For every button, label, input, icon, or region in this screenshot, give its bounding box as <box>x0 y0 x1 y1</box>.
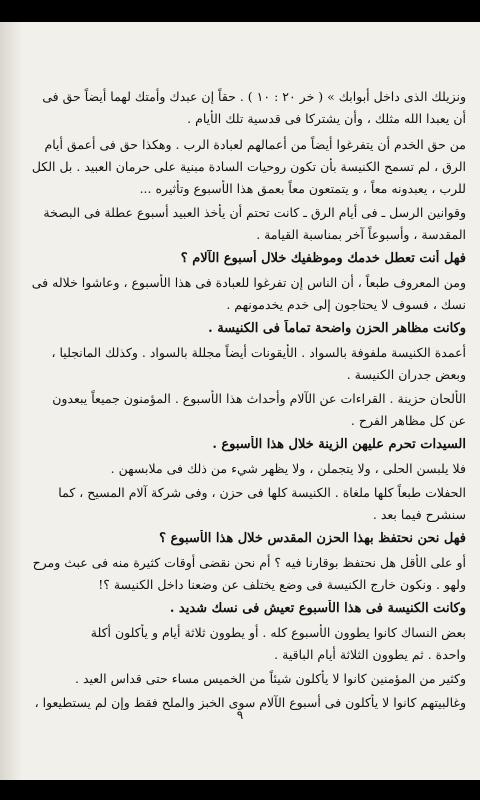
section-heading: فهل نحن نحتفظ بهذا الحزن المقدس خلال هذا الأسبوع ؟ <box>159 531 466 546</box>
section-heading: السيدات تحرم عليهن الزينة خلال هذا الأسبوع . <box>212 437 466 452</box>
text-line: عن كل مظاهر الفرح . <box>350 413 466 428</box>
text-line: أن يعبدا الله مثلك ، وأن يشتركا فى قدسية تلك الأيام . <box>187 111 466 126</box>
top-black-bar <box>0 0 480 22</box>
text-line: وقوانين الرسل ـ فى أيام الرق ـ كانت تحتم أن يأخذ العبيد أسبوع عطلة فى البصخة <box>43 205 466 220</box>
text-line: ونزيلك الذى داخل أبوابك » ( خر ٢٠ : ١٠ ) . حقاً إن عبدك وأمتك لهما أيضاً حق فى <box>42 89 466 104</box>
text-line: ومن المعروف طبعاً ، أن الناس إن تفرغوا للعبادة فى هذا الأسبوع ، وعاشوا خلاله فى <box>31 275 466 290</box>
text-line: أو على الأقل هل نحتفظ بوقارنا فيه ؟ أم نحن نقضى أوقات كثيرة منه فى عبث ومرح <box>32 555 466 570</box>
text-line: أعمدة الكنيسة ملفوفة بالسواد . الأيقونات أيضاً مجللة بالسواد . وكذلك المانجليا ، <box>51 345 466 360</box>
section-heading: وكانت مظاهر الحزن واضحة تماماً فى الكنيسة . <box>208 321 466 336</box>
text-line: وبعض جدران الكنيسة . <box>346 367 466 382</box>
text-line: الرق ، لم تسمح الكنيسة بأن تكون روحيات السادة مبنية على حرمان العبيد . بل الكل <box>31 159 466 174</box>
text-line: سنشرح فيما بعد . <box>372 507 466 522</box>
text-line: الألحان حزينة . القراءات عن الآلام وأحداث هذا الأسبوع . المؤمنون جميعاً يبعدون <box>52 391 466 406</box>
text-line: وكثير من المؤمنين كانوا لا يأكلون شيئاً من الخميس مساء حتى قداس العيد . <box>75 671 466 686</box>
text-line: واحدة . ثم يطوون الثلاثة أيام الباقية . <box>274 647 466 662</box>
scanned-book-page <box>0 22 480 780</box>
page-number: ٩ <box>236 708 244 722</box>
text-line: فلا يلبسن الحلى ، ولا يتجملن ، ولا يظهر شيء من ذلك فى ملابسهن . <box>110 461 466 476</box>
text-line: للرب ، يعبدونه معاً ، و يتمتعون معاً بعمق هذا الأسبوع وتأثيره ... <box>139 181 466 196</box>
text-line: من حق الخدم أن يتفرغوا أيضاً من أعمالهم لعبادة الرب . وهكذا حق فى أعمق أيام <box>44 137 466 152</box>
text-line: بعض النساك كانوا يطوون الأسبوع كله . أو يطوون ثلاثة أيام و يأكلون أكلة <box>90 625 466 640</box>
text-line: نسك ، فسوف لا يحتاجون إلى خدم يخدمونهم . <box>226 297 466 312</box>
text-line: المقدسة ، وأسبوعاً آخر بمناسبة القيامة . <box>256 227 466 242</box>
section-heading: وكانت الكنيسة فى هذا الأسبوع تعيش فى نسك شديد . <box>169 601 466 616</box>
bottom-black-bar <box>0 780 480 800</box>
text-line: ولهو . ونكون خارج الكنيسة فى وضع يختلف عن وضعنا داخل الكنيسة ؟! <box>98 577 466 592</box>
section-heading: فهل أنت تعطل خدمك وموظفيك خلال أسبوع الآلام ؟ <box>180 251 466 266</box>
text-line: الحفلات طبعاً كلها ملغاة . الكنيسة كلها فى حزن ، وفى شركة آلام المسيح ، كما <box>58 485 466 500</box>
text-line: وغالبيتهم كانوا لا يأكلون فى أسبوع الآلام سوى الخبز والملح فقط وإن لم يستطيعوا ، <box>34 695 466 710</box>
